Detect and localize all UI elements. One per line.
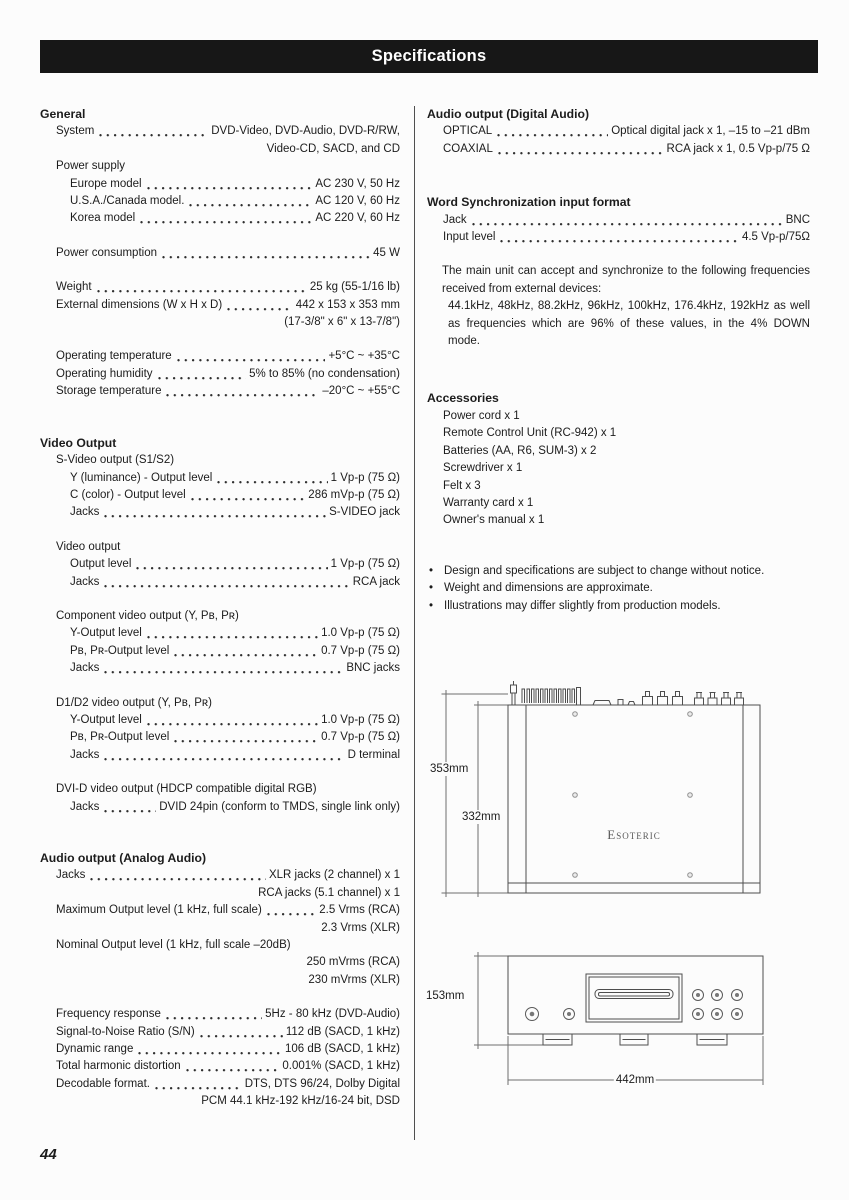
spacer (40, 522, 400, 539)
spec-row (40, 625, 400, 642)
accessories-list (427, 408, 810, 530)
spec-label: DVI-D video output (HDCP compatible digital RGB) (56, 783, 317, 796)
spec-row (40, 383, 400, 400)
spec-row (40, 158, 400, 175)
spec-row (40, 279, 400, 296)
spec-row (427, 229, 810, 246)
dot-leader (187, 193, 312, 210)
spec-row (427, 478, 810, 495)
spec-row (40, 695, 400, 712)
spec-label: Korea model (70, 212, 136, 225)
spec-row (40, 937, 400, 954)
spec-label: Jacks (70, 800, 100, 813)
spec-row (40, 1058, 400, 1075)
spec-label: Output level (70, 558, 132, 571)
spec-value: AC 230 V, 50 Hz (315, 177, 400, 190)
spec-row (40, 660, 400, 677)
spec-row (40, 348, 400, 365)
spec-row (40, 539, 400, 556)
spec-label: Screwdriver x 1 (443, 462, 523, 475)
spec-value: 5% to 85% (no condensation) (249, 367, 400, 380)
spec-section (40, 850, 400, 1111)
front-view-drawing (427, 932, 810, 1097)
spec-row (40, 487, 400, 504)
spec-label: Owner's manual x 1 (443, 514, 545, 527)
accessories-section (427, 390, 810, 529)
spec-label: S-Video output (S1/S2) (56, 454, 175, 467)
spec-row: Video-CD, SACD, and CD (266, 142, 400, 155)
spacer (40, 764, 400, 781)
spec-row (40, 712, 400, 729)
spec-row (40, 747, 400, 764)
right-column (427, 106, 810, 1097)
spec-row: RCA jacks (5.1 channel) x 1 (258, 886, 400, 899)
spec-row (40, 366, 400, 383)
spacer (40, 591, 400, 608)
dot-leader (496, 141, 664, 158)
spec-value: S-VIDEO jack (329, 506, 400, 519)
spec-value: DVID 24pin (conform to TMDS, single link only) (159, 800, 400, 813)
spec-label: Input level (443, 231, 496, 244)
spec-row (427, 408, 810, 425)
top-view-svg (427, 672, 810, 922)
spec-value: 1.0 Vp-p (75 Ω) (321, 713, 400, 726)
spec-value: 25 kg (55-1/16 lb) (309, 281, 400, 294)
spec-value: Optical digital jack x 1, –15 to –21 dBm (611, 125, 810, 138)
spec-label: Y-Output level (70, 713, 142, 726)
spec-row (40, 608, 400, 625)
dot-leader (138, 210, 312, 227)
dim-height-label: 153mm (426, 989, 465, 1002)
spec-label: Remote Control Unit (RC-942) x 1 (443, 427, 617, 440)
spec-value: 0.7 Vp-p (75 Ω) (321, 731, 400, 744)
dot-leader (160, 245, 370, 262)
spacer (40, 262, 400, 279)
spec-row (40, 1024, 400, 1041)
spec-row (40, 1076, 400, 1093)
spec-value: 0.001% (SACD, 1 kHz) (282, 1060, 400, 1073)
dot-leader (88, 867, 266, 884)
page-number: 44 (40, 1146, 57, 1163)
brand-logo: Esoteric (607, 826, 661, 842)
dot-leader (184, 1058, 280, 1075)
digital-audio-section (427, 106, 810, 158)
spec-row: 230 mVrms (XLR) (308, 973, 400, 986)
section-heading: Video Output (40, 435, 117, 450)
spec-label: Operating humidity (56, 367, 153, 380)
spec-value: D terminal (347, 748, 400, 761)
dim-width-label: 442mm (615, 1073, 655, 1086)
left-column (40, 106, 400, 1111)
spacer (40, 331, 400, 348)
spec-label: Jack (443, 213, 467, 226)
spec-value: BNC jacks (346, 662, 400, 675)
spec-label: Maximum Output level (1 kHz, full scale) (56, 904, 262, 917)
dot-leader (189, 487, 306, 504)
spec-row (40, 123, 400, 140)
section-heading: Audio output (Analog Audio) (40, 851, 207, 865)
spec-label: Video output (56, 540, 121, 553)
spec-row (40, 297, 400, 314)
spec-label: Pʙ, Pʀ-Output level (70, 731, 170, 744)
spec-label: Felt x 3 (443, 479, 481, 492)
dim-depth-body-label: 332mm (462, 810, 501, 823)
note-text: Weight and dimensions are approximate. (444, 582, 653, 595)
spec-label: Weight (56, 281, 92, 294)
spec-row (427, 141, 810, 158)
dot-leader (470, 212, 783, 229)
dot-leader (175, 348, 326, 365)
spec-label: Total harmonic distortion (56, 1060, 181, 1073)
spec-row (40, 729, 400, 746)
spec-value: 106 dB (SACD, 1 kHz) (284, 1043, 400, 1056)
spec-value: AC 220 V, 60 Hz (315, 212, 400, 225)
spec-label: Jacks (70, 748, 100, 761)
spec-row (40, 1041, 400, 1058)
bullet-icon: • (429, 599, 434, 612)
dot-leader (153, 1076, 242, 1093)
section-heading: Accessories (427, 391, 499, 406)
spec-section (40, 435, 400, 816)
spec-row (427, 212, 810, 229)
spec-label: COAXIAL (443, 142, 493, 155)
spec-value: RCA jack x 1, 0.5 Vp-p/75 Ω (666, 142, 810, 155)
spec-row (40, 245, 400, 262)
spec-row (427, 425, 810, 442)
spec-value: 1.0 Vp-p (75 Ω) (321, 627, 400, 640)
spec-value: 1 Vp-p (75 Ω) (330, 471, 400, 484)
note-text: Illustrations may differ slightly from production models. (444, 599, 721, 612)
spec-label: Y-Output level (70, 627, 142, 640)
word-sync-section (427, 194, 810, 350)
spec-label: Jacks (70, 662, 100, 675)
spec-row (40, 1006, 400, 1023)
dot-leader (156, 366, 247, 383)
spec-row (40, 781, 400, 798)
spec-row: (17-3/8" x 6" x 13-7/8") (284, 316, 400, 329)
note-item (427, 598, 810, 615)
section-heading: Word Synchronization input format (427, 195, 631, 210)
dot-leader (498, 229, 739, 246)
column-divider (414, 106, 415, 1140)
dim-depth-total-label: 353mm (430, 762, 469, 775)
spec-row (40, 504, 400, 521)
spec-value: RCA jack (352, 575, 400, 588)
wordsync-frequencies: 44.1kHz, 48kHz, 88.2kHz, 96kHz, 100kHz, 176.4kHz, 192kHz as well as frequencies which are 96% of these values, in the 4% DOWN mode. (448, 300, 810, 348)
spec-label: OPTICAL (443, 125, 493, 138)
spec-value: 2.5 Vrms (RCA) (319, 904, 400, 917)
dot-leader (172, 729, 318, 746)
spec-row (40, 176, 400, 193)
spec-label: External dimensions (W x H x D) (56, 298, 223, 311)
spec-label: Jacks (70, 506, 100, 519)
spec-row (40, 556, 400, 573)
spec-row (40, 193, 400, 210)
spec-row (40, 902, 400, 919)
spec-row (40, 574, 400, 591)
spec-rows (427, 123, 810, 158)
dot-leader (172, 643, 318, 660)
dot-leader (102, 747, 344, 764)
spec-value: 5Hz - 80 kHz (DVD-Audio) (265, 1008, 400, 1021)
spec-value: 1 Vp-p (75 Ω) (330, 558, 400, 571)
spec-label: Decodable format. (56, 1077, 150, 1090)
spec-label: Dynamic range (56, 1043, 134, 1056)
spec-value: DVD-Video, DVD-Audio, DVD-R/RW, (211, 125, 400, 138)
spec-label: Batteries (AA, R6, SUM-3) x 2 (443, 444, 597, 457)
dot-leader (102, 660, 343, 677)
notes-list (427, 563, 810, 615)
spec-section (40, 106, 400, 401)
spec-label: Storage temperature (56, 385, 162, 398)
dot-leader (164, 1006, 262, 1023)
dot-leader (145, 625, 318, 642)
dot-leader (102, 799, 156, 816)
dot-leader (495, 123, 608, 140)
dot-leader (102, 504, 326, 521)
dot-leader (95, 279, 307, 296)
spec-row (427, 495, 810, 512)
spec-label: Operating temperature (56, 350, 172, 363)
spec-label: Power supply (56, 160, 126, 173)
dot-leader (134, 556, 327, 573)
dot-leader (265, 902, 316, 919)
wordsync-paragraph: The main unit can accept and synchronize to the following frequencies received from external devices: (442, 265, 810, 295)
spec-value: BNC (785, 213, 810, 226)
section-heading: Audio output (Digital Audio) (427, 107, 590, 121)
dot-leader (215, 470, 327, 487)
spec-row (427, 443, 810, 460)
dot-leader (136, 1041, 282, 1058)
spec-label: Signal-to-Noise Ratio (S/N) (56, 1025, 195, 1038)
spacer (40, 228, 400, 245)
section-heading: General (40, 107, 86, 121)
spec-row (40, 799, 400, 816)
dot-leader (145, 176, 313, 193)
spec-label: Nominal Output level (1 kHz, full scale –20dB) (56, 939, 291, 952)
spacer (40, 678, 400, 695)
spec-label: Warranty card x 1 (443, 496, 534, 509)
bullet-icon: • (429, 564, 434, 577)
note-text: Design and specifications are subject to change without notice. (444, 564, 765, 577)
dot-leader (102, 574, 349, 591)
spec-rows (427, 212, 810, 247)
dot-leader (164, 383, 319, 400)
spec-value: 45 W (373, 246, 400, 259)
spec-label: Jacks (56, 869, 86, 882)
spec-row: 2.3 Vrms (XLR) (321, 921, 400, 934)
spec-row (40, 643, 400, 660)
spec-label: Power cord x 1 (443, 409, 520, 422)
spec-label: Frequency response (56, 1008, 161, 1021)
spec-label: Component video output (Y, Pʙ, Pʀ) (56, 609, 239, 622)
spec-label: D1/D2 video output (Y, Pʙ, Pʀ) (56, 696, 212, 709)
page-title-bar (40, 40, 818, 73)
spec-row: 250 mVrms (RCA) (306, 956, 400, 969)
note-item (427, 563, 810, 580)
dot-leader (225, 297, 293, 314)
spec-row (40, 452, 400, 469)
spec-row (427, 512, 810, 529)
spec-label: Pʙ, Pʀ-Output level (70, 644, 170, 657)
spec-value: –20°C ~ +55°C (322, 385, 400, 398)
spec-row (427, 123, 810, 140)
spec-row: PCM 44.1 kHz-192 kHz/16-24 bit, DSD (201, 1095, 400, 1108)
spec-row (427, 460, 810, 477)
spec-label: Jacks (70, 575, 100, 588)
spec-label: Power consumption (56, 246, 157, 259)
spec-value: 286 mVp-p (75 Ω) (308, 488, 400, 501)
dot-leader (97, 123, 208, 140)
spec-value: DTS, DTS 96/24, Dolby Digital (244, 1077, 400, 1090)
spec-row (40, 210, 400, 227)
spec-value: XLR jacks (2 channel) x 1 (268, 869, 400, 882)
top-view-drawing (427, 672, 810, 922)
spec-row (40, 867, 400, 884)
spec-value: +5°C ~ +35°C (328, 350, 400, 363)
spec-value: 0.7 Vp-p (75 Ω) (321, 644, 400, 657)
spec-value: 442 x 153 x 353 mm (295, 298, 400, 311)
spec-label: Europe model (70, 177, 142, 190)
bullet-icon: • (429, 582, 434, 595)
dot-leader (198, 1024, 283, 1041)
spacer (40, 989, 400, 1006)
spec-label: C (color) - Output level (70, 488, 186, 501)
note-item (427, 580, 810, 597)
spec-label: U.S.A./Canada model. (70, 195, 185, 208)
spec-label: Y (luminance) - Output level (70, 471, 213, 484)
screw-icons (573, 712, 693, 878)
spec-row (40, 470, 400, 487)
spec-label: System (56, 125, 95, 138)
spec-value: AC 120 V, 60 Hz (315, 195, 400, 208)
dot-leader (145, 712, 318, 729)
front-buttons (526, 989, 743, 1020)
spec-value: 112 dB (SACD, 1 kHz) (285, 1025, 400, 1038)
page-title: Specifications (371, 47, 487, 65)
spec-value: 4.5 Vp-p/75Ω (741, 231, 810, 244)
